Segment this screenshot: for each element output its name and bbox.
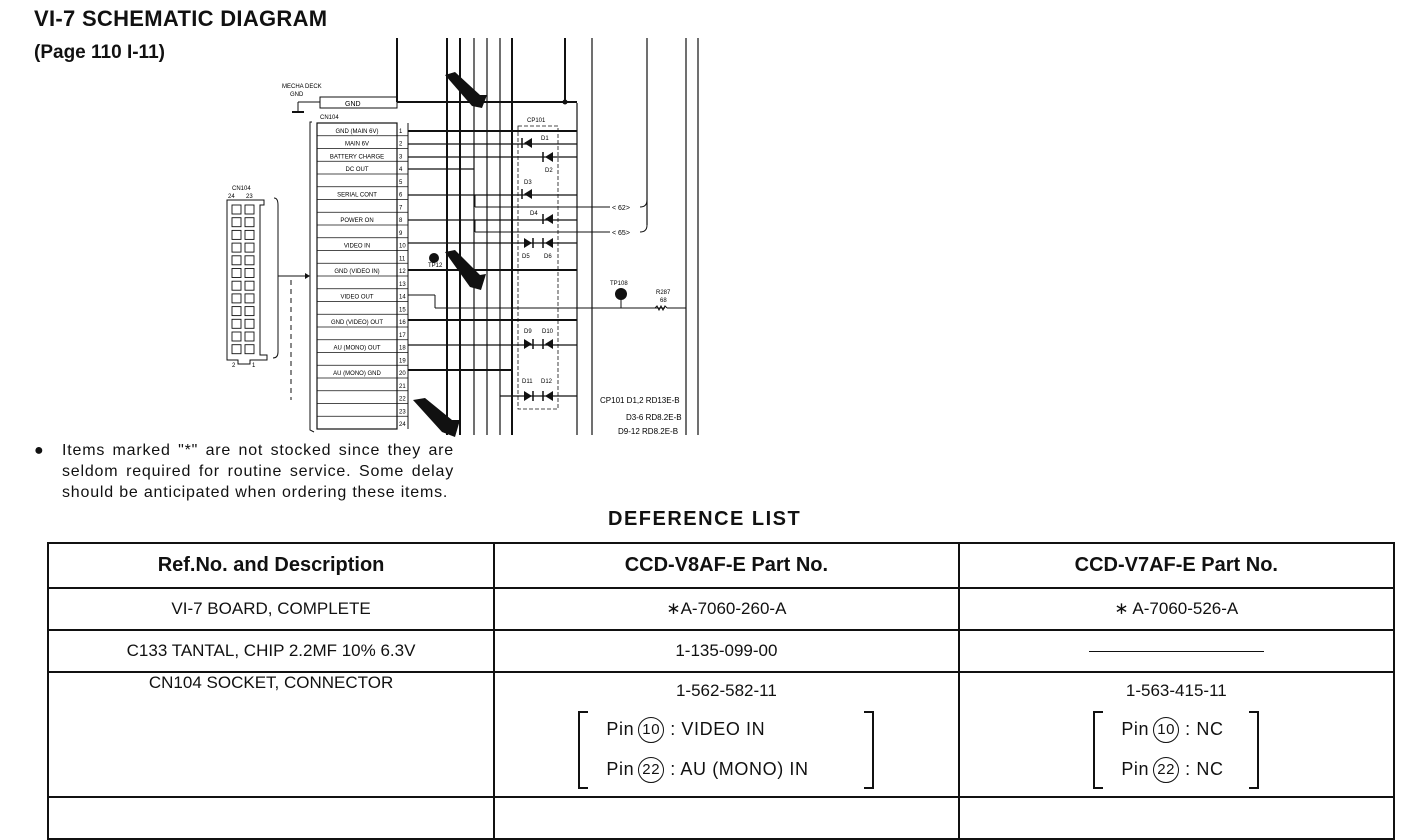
- row-description: VI-7 BOARD, COMPLETE: [48, 588, 494, 630]
- svg-text:VIDEO IN: VIDEO IN: [343, 243, 371, 250]
- svg-text:AU (MONO) GND: AU (MONO) GND: [333, 371, 381, 377]
- svg-text:POWER ON: POWER ON: [340, 218, 374, 224]
- bracket-right: [1249, 711, 1259, 789]
- svg-text:15: 15: [399, 307, 406, 314]
- table-row: [48, 588, 1394, 630]
- svg-text:D11: D11: [522, 379, 533, 385]
- svg-text:D4: D4: [530, 211, 538, 217]
- svg-text:20: 20: [399, 371, 406, 377]
- bracket-left: [1093, 711, 1103, 789]
- svg-text:23: 23: [399, 409, 406, 416]
- svg-text:D6: D6: [544, 254, 552, 260]
- pin-number-circle: 22: [1153, 757, 1179, 783]
- svg-text:23: 23: [246, 194, 253, 200]
- difference-list-table: [47, 542, 1395, 840]
- header-ref-description: Ref.No. and Description: [48, 543, 494, 588]
- row-v8-part: ∗A-7060-260-A: [494, 588, 959, 630]
- row-v7-part: [959, 672, 1394, 797]
- svg-text:9: 9: [399, 230, 403, 237]
- pin-number-circle: 10: [1153, 717, 1179, 743]
- svg-text:AU (MONO) OUT: AU (MONO) OUT: [333, 345, 381, 352]
- svg-text:SERIAL CONT: SERIAL CONT: [337, 192, 377, 199]
- svg-text:7: 7: [399, 205, 403, 212]
- bracket-left: [578, 711, 588, 789]
- row-v7-part: [959, 630, 1394, 672]
- row-v8-part: [494, 672, 959, 797]
- svg-text:CP101 D1,2 RD13E-B: CP101 D1,2 RD13E-B: [600, 396, 680, 405]
- svg-text:CP101: CP101: [527, 118, 546, 124]
- header-v7af-part-no: CCD-V7AF-E Part No.: [959, 543, 1394, 588]
- svg-text:TP12: TP12: [428, 263, 443, 269]
- svg-text:11: 11: [399, 256, 406, 263]
- svg-text:D1: D1: [541, 136, 549, 142]
- stock-note: [34, 440, 454, 503]
- difference-list-title: DEFERENCE LIST: [608, 508, 802, 530]
- svg-text:1: 1: [252, 363, 256, 369]
- page-title: VI-7 SCHEMATIC DIAGRAM: [34, 6, 328, 31]
- bracket-right: [864, 711, 874, 789]
- svg-text:8: 8: [399, 218, 403, 224]
- row-description: CN104 SOCKET, CONNECTOR: [48, 672, 494, 797]
- svg-text:12: 12: [399, 269, 406, 275]
- svg-text:GND (MAIN 6V): GND (MAIN 6V): [335, 128, 379, 135]
- svg-text:21: 21: [399, 383, 406, 390]
- svg-text:MAIN 6V: MAIN 6V: [344, 141, 370, 148]
- svg-text:18: 18: [399, 345, 406, 352]
- svg-text:D10: D10: [542, 329, 554, 335]
- svg-text:DC OUT: DC OUT: [345, 167, 369, 173]
- svg-text:D2: D2: [545, 168, 553, 174]
- svg-text:3: 3: [399, 154, 403, 161]
- row-description: C133 TANTAL, CHIP 2.2MF 10% 6.3V: [48, 630, 494, 672]
- table-header-row: [48, 543, 1394, 588]
- svg-text:2: 2: [232, 363, 236, 369]
- svg-text:< 62>: < 62>: [612, 205, 630, 212]
- pin-note: Pin 10 : VIDEO IN: [606, 709, 846, 749]
- svg-text:24: 24: [228, 194, 235, 200]
- row-v8-part: 1-135-099-00: [494, 630, 959, 672]
- svg-text:D9: D9: [524, 329, 532, 335]
- svg-text:CN104: CN104: [232, 186, 251, 192]
- svg-text:68: 68: [660, 298, 667, 304]
- table-row: [48, 672, 1394, 797]
- svg-text:D5: D5: [522, 254, 530, 260]
- table-row-partial: [48, 797, 1394, 839]
- svg-text:19: 19: [399, 358, 406, 365]
- svg-text:D9-12 RD8.2E-B: D9-12 RD8.2E-B: [618, 427, 679, 436]
- pin-number-circle: 10: [638, 717, 664, 743]
- header-v8af-part-no: CCD-V8AF-E Part No.: [494, 543, 959, 588]
- mecha-deck-label: MECHA DECK: [282, 84, 322, 90]
- pin-number-circle: 22: [638, 757, 664, 783]
- svg-text:< 65>: < 65>: [612, 230, 630, 237]
- stock-note-text: Items marked "*" are not stocked since they are seldom required for routine service. Some delay should be anticipated when ordering these items.: [62, 442, 454, 501]
- v8-part-number: 1-562-582-11: [675, 681, 777, 700]
- svg-text:10: 10: [399, 243, 406, 250]
- bullet-icon: ●: [34, 442, 45, 459]
- svg-text:BATTERY CHARGE: BATTERY CHARGE: [329, 154, 385, 161]
- svg-text:13: 13: [399, 281, 406, 288]
- svg-text:R287: R287: [656, 290, 671, 296]
- table-row: [48, 630, 1394, 672]
- pin-note: Pin 22 : AU (MONO) IN: [606, 749, 846, 789]
- pin-note: Pin 22 : NC: [1121, 749, 1231, 789]
- not-applicable-dash: [1089, 651, 1264, 652]
- v7-pin-notes: [1093, 707, 1259, 791]
- svg-text:GND: GND: [290, 92, 304, 98]
- svg-text:D3-6 RD8.2E-B: D3-6 RD8.2E-B: [626, 413, 682, 422]
- svg-text:4: 4: [399, 167, 403, 173]
- svg-text:1: 1: [399, 128, 403, 135]
- page-reference: (Page 110 I-11): [34, 42, 165, 63]
- v7-part-number: 1-563-415-11: [1125, 681, 1227, 700]
- svg-text:24: 24: [399, 422, 406, 428]
- row-v7-part: ∗ A-7060-526-A: [959, 588, 1394, 630]
- svg-text:16: 16: [399, 320, 406, 326]
- svg-text:GND: GND: [345, 101, 361, 108]
- svg-text:2: 2: [399, 141, 403, 148]
- svg-text:D12: D12: [541, 379, 553, 385]
- svg-text:D3: D3: [524, 180, 532, 186]
- schematic-diagram: [220, 35, 720, 440]
- svg-text:CN104: CN104: [320, 115, 339, 121]
- svg-text:17: 17: [399, 332, 406, 339]
- svg-text:5: 5: [399, 179, 403, 186]
- svg-text:GND (VIDEO IN): GND (VIDEO IN): [334, 269, 380, 275]
- svg-text:22: 22: [399, 396, 406, 403]
- svg-text:VIDEO OUT: VIDEO OUT: [340, 294, 374, 301]
- svg-text:6: 6: [399, 192, 403, 199]
- svg-text:GND (VIDEO) OUT: GND (VIDEO) OUT: [331, 320, 383, 326]
- svg-text:14: 14: [399, 294, 406, 301]
- pin-note: Pin 10 : NC: [1121, 709, 1231, 749]
- svg-text:TP108: TP108: [610, 281, 628, 287]
- v8-pin-notes: [578, 707, 874, 791]
